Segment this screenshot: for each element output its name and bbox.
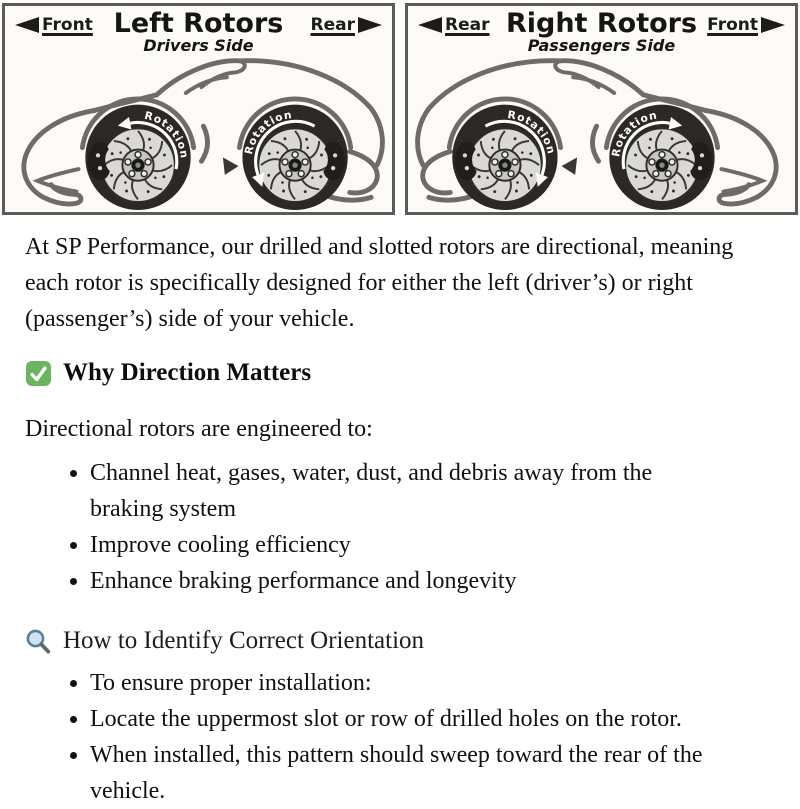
list-item: • Improve cooling efficiency xyxy=(90,527,710,563)
list-item: • To ensure proper installation: xyxy=(90,665,772,701)
panel-title-text: Right Rotors xyxy=(505,8,698,39)
rear-direction-label: Rear xyxy=(311,15,382,35)
front-direction-label: Front xyxy=(15,15,93,35)
right-car-illustration xyxy=(408,52,795,212)
list-item: • Locate the uppermost slot or row of drilled holes on the rotor. xyxy=(90,701,772,737)
left-panel-header xyxy=(5,6,392,55)
rotation-label: Rotation xyxy=(241,108,294,156)
right-rotors-panel xyxy=(405,3,798,215)
check-mark-icon xyxy=(25,360,52,387)
right-panel-header xyxy=(408,6,795,55)
orientation-list xyxy=(25,665,775,809)
heading-text: Why Direction Matters xyxy=(63,359,312,386)
rotor-direction-diagram xyxy=(0,0,800,215)
arrow-right-icon xyxy=(761,17,785,33)
panel-subtitle-text: Passengers Side xyxy=(527,36,676,55)
rotation-label: Rotation xyxy=(506,108,559,156)
arrow-right-icon xyxy=(358,17,382,33)
list-item: • Channel heat, gases, water, dust, and debris away from the braking system xyxy=(90,455,710,527)
left-rotors-panel xyxy=(2,3,395,215)
lead-paragraph: Directional rotors are engineered to: xyxy=(25,416,373,442)
panel-subtitle-text: Drivers Side xyxy=(143,36,254,55)
front-direction-label: Front xyxy=(707,15,785,35)
heading-text: How to Identify Correct Orientation xyxy=(63,627,425,654)
why-direction-list xyxy=(25,455,775,599)
article-content xyxy=(0,215,800,809)
rotation-label: Rotation xyxy=(143,108,192,160)
rotation-label: Rotation xyxy=(609,108,659,158)
list-item: • Enhance braking performance and longevity xyxy=(90,563,710,599)
magnifying-glass-icon xyxy=(25,628,52,655)
panel-title-text: Left Rotors xyxy=(113,8,284,39)
why-direction-heading xyxy=(25,357,775,389)
rear-direction-label: Rear xyxy=(418,15,489,35)
left-car-illustration xyxy=(5,52,392,212)
intro-paragraph: At SP Performance, our drilled and slotted rotors are directional, meaning each rotor is specifically designed for either the left (driver’s) or right (passenger’s) side of your vehicle. xyxy=(25,234,734,332)
list-item: • When installed, this pattern should sweep toward the rear of the vehicle. xyxy=(90,737,772,809)
orientation-heading xyxy=(25,625,775,657)
